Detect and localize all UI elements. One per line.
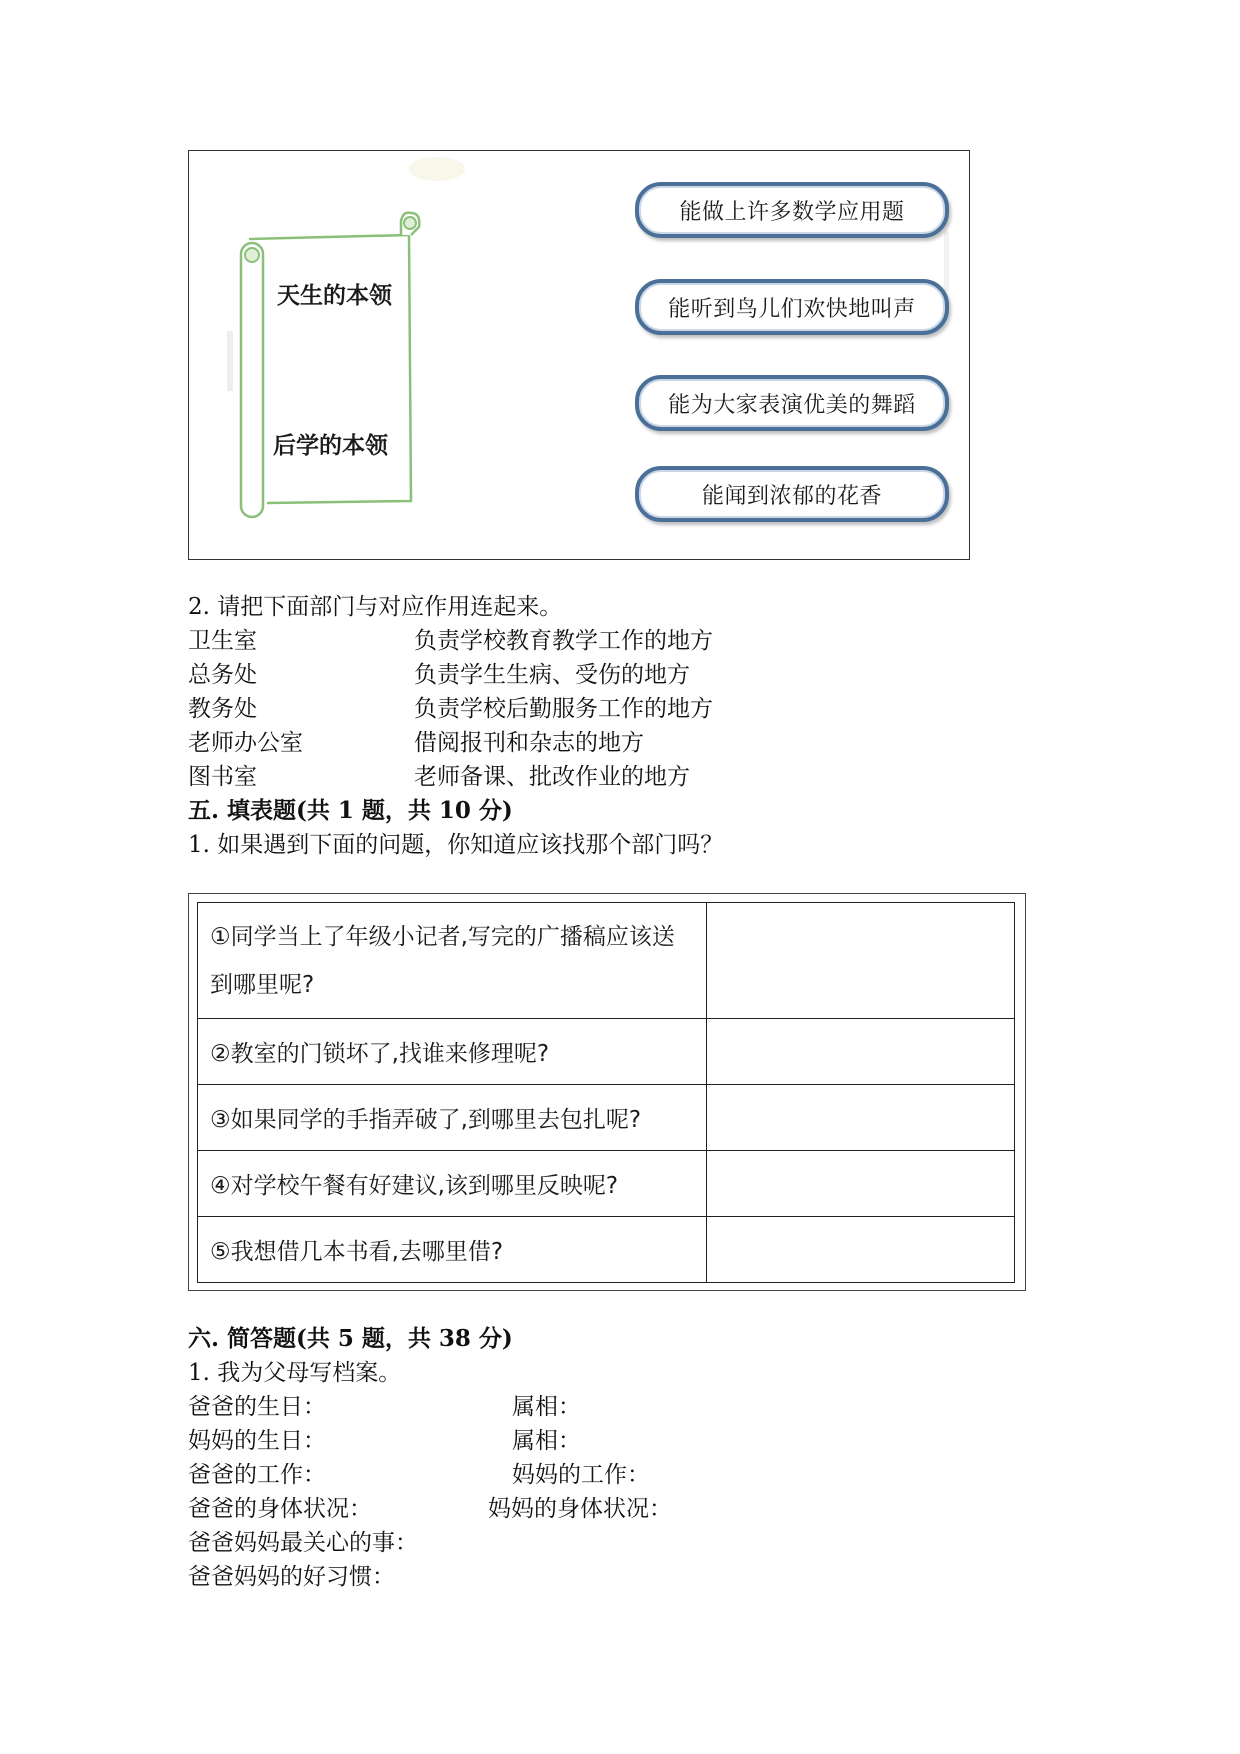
table-question-cell: ②教室的门锁坏了,找谁来修理呢? [198, 1019, 707, 1085]
option-smell-flowers: 能闻到浓郁的花香 [635, 466, 949, 522]
scroll-label-innate: 天生的本领 [277, 283, 392, 309]
profile-field-label: 爸爸的生日： [188, 1394, 326, 1420]
matching-figure [188, 150, 970, 560]
q2-row-right: 老师备课、批改作业的地方 [414, 764, 690, 790]
table-row [198, 1085, 1015, 1151]
profile-field-label: 爸爸的身体状况： [188, 1496, 372, 1522]
table-question-cell: ①同学当上了年级小记者,写完的广播稿应该送到哪里呢? [198, 903, 707, 1019]
fill-table-grid [197, 902, 1015, 1283]
table-row [198, 1151, 1015, 1217]
q2-title: 2. 请把下面部门与对应作用连起来。 [188, 594, 563, 620]
section5-heading: 五. 填表题(共 1 题，共 10 分) [188, 797, 513, 824]
option-dance: 能为大家表演优美的舞蹈 [635, 375, 949, 431]
table-answer-cell[interactable] [707, 1151, 1015, 1217]
profile-field-label: 妈妈的身体状况： [488, 1496, 672, 1522]
profile-field-label: 妈妈的工作： [512, 1462, 650, 1488]
q2-row-right: 负责学校教育教学工作的地方 [414, 628, 713, 654]
table-question-cell: ④对学校午餐有好建议,该到哪里反映呢? [198, 1151, 707, 1217]
table-question-cell: ⑤我想借几本书看,去哪里借? [198, 1217, 707, 1283]
q2-row-left: 图书室 [188, 764, 257, 790]
q2-row-left: 老师办公室 [188, 730, 303, 756]
q2-row-right: 借阅报刊和杂志的地方 [414, 730, 644, 756]
section6-heading: 六. 简答题(共 5 题，共 38 分) [188, 1325, 513, 1352]
section5-question: 1. 如果遇到下面的问题，你知道应该找那个部门吗？ [188, 832, 724, 858]
table-answer-cell[interactable] [707, 903, 1015, 1019]
profile-field-label: 妈妈的生日： [188, 1428, 326, 1454]
q2-row-right: 负责学校后勤服务工作的地方 [414, 696, 713, 722]
table-row [198, 1217, 1015, 1283]
table-answer-cell[interactable] [707, 1217, 1015, 1283]
option-math-problems: 能做上许多数学应用题 [635, 182, 949, 238]
profile-field-label: 爸爸妈妈最关心的事： [188, 1530, 418, 1556]
q2-row-left: 总务处 [188, 662, 257, 688]
fill-table [188, 893, 1026, 1291]
q2-row-right: 负责学生生病、受伤的地方 [414, 662, 690, 688]
table-row [198, 903, 1015, 1019]
table-row [198, 1019, 1015, 1085]
table-question-cell: ③如果同学的手指弄破了,到哪里去包扎呢? [198, 1085, 707, 1151]
scroll-label-learned: 后学的本领 [273, 433, 388, 459]
section6-question: 1. 我为父母写档案。 [188, 1360, 402, 1386]
profile-field-label: 属相： [512, 1428, 581, 1454]
table-answer-cell[interactable] [707, 1019, 1015, 1085]
profile-field-label: 属相： [512, 1394, 581, 1420]
profile-field-label: 爸爸妈妈的好习惯： [188, 1564, 395, 1590]
table-answer-cell[interactable] [707, 1085, 1015, 1151]
option-hear-birds: 能听到鸟儿们欢快地叫声 [635, 279, 949, 335]
q2-row-left: 教务处 [188, 696, 257, 722]
profile-field-label: 爸爸的工作： [188, 1462, 326, 1488]
q2-row-left: 卫生室 [188, 628, 257, 654]
